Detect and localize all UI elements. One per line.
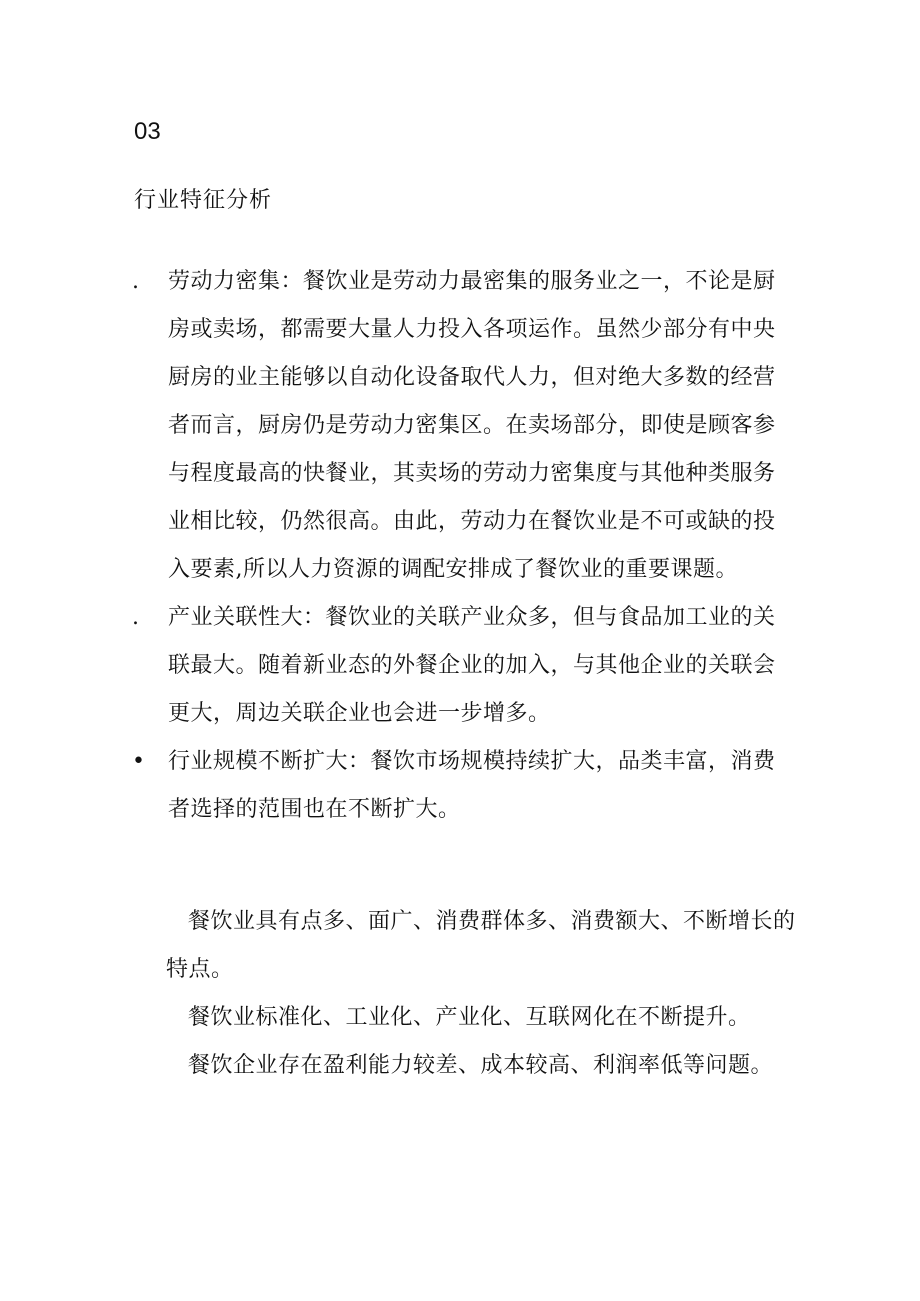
list-marker: . xyxy=(132,605,140,630)
feature-item-market-scale xyxy=(132,738,792,834)
feature-list xyxy=(132,258,792,834)
summary-paragraph: 餐饮企业存在盈利能力较差、成本较高、利润率低等问题。 xyxy=(188,1053,774,1078)
section-number: 03 xyxy=(134,118,161,145)
list-marker: • xyxy=(132,749,146,774)
feature-item-labor-intensive xyxy=(132,258,792,594)
summary-paragraph: 餐饮业具有点多、面广、消费群体多、消费额大、不断增长的特点。 xyxy=(166,909,796,982)
feature-item-industry-linkage xyxy=(132,594,792,738)
feature-text: 产业关联性大：餐饮业的关联产业众多，但与食品加工业的关联最大。随着新业态的外餐企业的加入，与其他企业的关联会更大，周边关联企业也会进一步增多。 xyxy=(168,605,776,726)
summary-paragraph: 餐饮业标准化、工业化、产业化、互联网化在不断提升。 xyxy=(188,1005,751,1030)
list-marker: . xyxy=(132,269,140,294)
feature-text: 劳动力密集：餐饮业是劳动力最密集的服务业之一，不论是厨房或卖场，都需要大量人力投入各项运作。虽然少部分有中央厨房的业主能够以自动化设备取代人力，但对绝大多数的经营者而言，厨房仍是劳动力密集区。在卖场部分，即使是顾客参与程度最高的快餐业，其卖场的劳动力密集度与其他种类服务业相比较，仍然很高。由此，劳动力在餐饮业是不可或缺的投入要素,所以人力资源的调配安排成了餐饮业的重要课题。 xyxy=(168,269,776,582)
feature-text: 行业规模不断扩大：餐饮市场规模持续扩大，品类丰富，消费者选择的范围也在不断扩大。 xyxy=(168,749,776,822)
summary-section xyxy=(166,898,796,1090)
section-title: 行业特征分析 xyxy=(134,188,273,213)
